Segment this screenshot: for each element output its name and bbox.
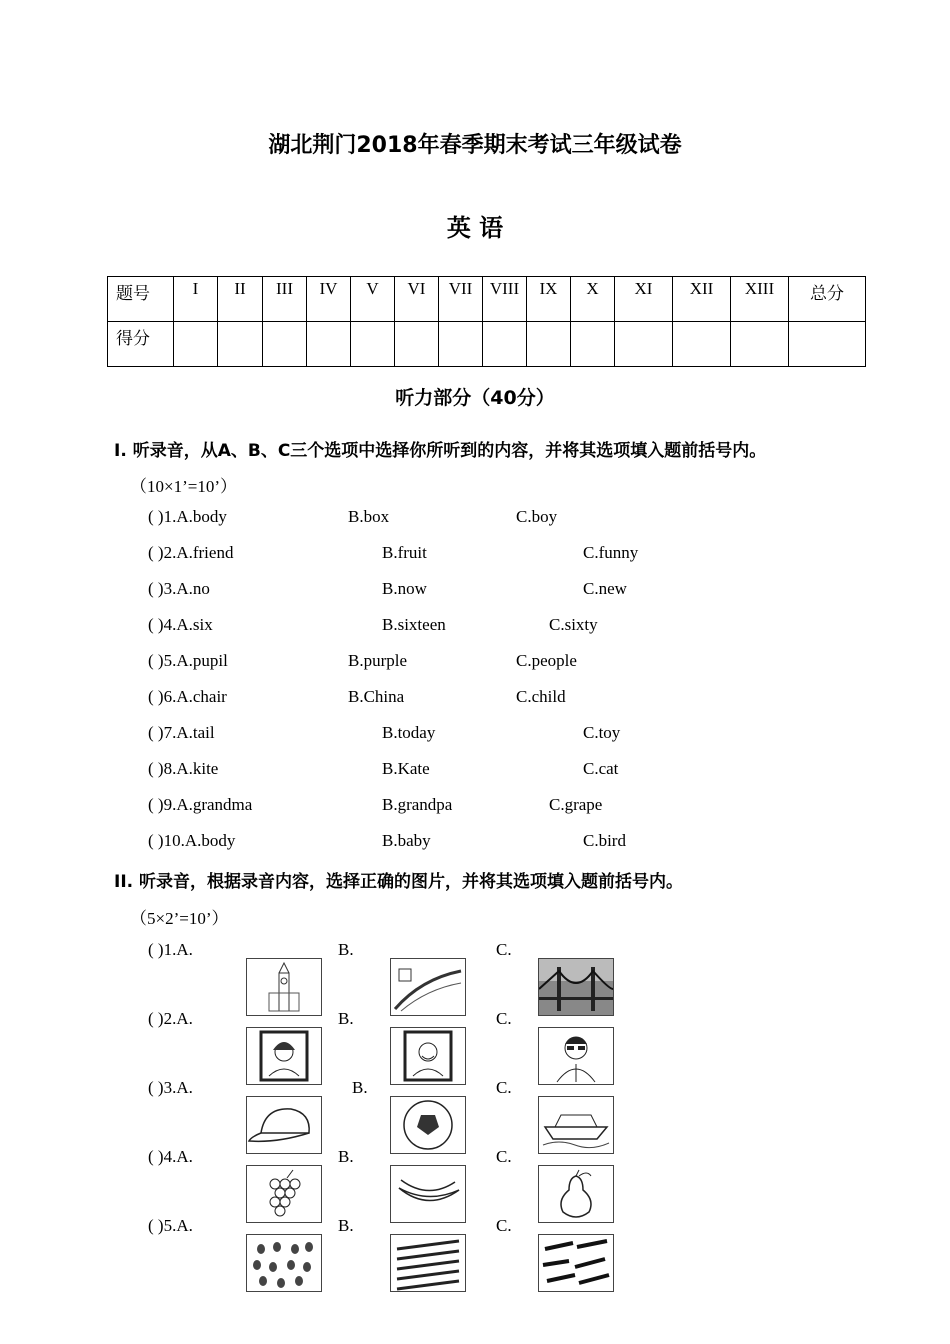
big-ben-icon xyxy=(247,959,321,1015)
grapes-picture xyxy=(246,1165,322,1223)
man-with-glasses-picture xyxy=(538,1027,614,1085)
exam-title: 湖北荆门2018年春季期末考试三年级试卷 xyxy=(268,133,682,158)
score-cell[interactable] xyxy=(571,322,615,367)
column-header: I xyxy=(174,277,218,322)
option-b: B.grandpa xyxy=(382,795,453,814)
crayons-icon xyxy=(539,1235,613,1291)
option-c: C.boy xyxy=(516,507,558,526)
column-header: II xyxy=(218,277,263,322)
score-table xyxy=(107,276,866,367)
option-b-label: B. xyxy=(352,1078,368,1097)
option-c-label: C. xyxy=(496,1078,512,1097)
option-c: C.funny xyxy=(583,543,639,562)
pear-picture xyxy=(538,1165,614,1223)
boat-picture xyxy=(538,1096,614,1154)
score-cell[interactable] xyxy=(615,322,673,367)
option-c: C.grape xyxy=(549,795,603,814)
question-number-and-option-a: ( )2.A. xyxy=(148,1009,193,1028)
cap-picture xyxy=(246,1096,322,1154)
option-c: C.toy xyxy=(583,723,621,742)
boat-icon xyxy=(539,1097,613,1153)
great-wall-picture xyxy=(390,958,466,1016)
pear-icon xyxy=(539,1166,613,1222)
column-header: III xyxy=(263,277,307,322)
football-picture xyxy=(390,1096,466,1154)
column-header: XII xyxy=(673,277,731,322)
column-header: VI xyxy=(395,277,439,322)
question-number-and-option-a: ( )6.A.chair xyxy=(148,687,227,706)
grandpa-portrait-picture xyxy=(390,1027,466,1085)
column-header: X xyxy=(571,277,615,322)
score-cell[interactable] xyxy=(307,322,351,367)
column-header: XI xyxy=(615,277,673,322)
question-number-and-option-a: ( )4.A.six xyxy=(148,615,213,634)
cap-icon xyxy=(247,1097,321,1153)
option-b: B.box xyxy=(348,507,390,526)
grandma-portrait-icon xyxy=(247,1028,321,1084)
option-b-label: B. xyxy=(338,940,354,959)
question-number-and-option-a: ( )5.A.pupil xyxy=(148,651,228,670)
option-c: C.child xyxy=(516,687,566,706)
option-c-label: C. xyxy=(496,940,512,959)
column-header: VIII xyxy=(483,277,527,322)
pencils-icon xyxy=(391,1235,465,1291)
big-ben-picture xyxy=(246,958,322,1016)
bananas-picture xyxy=(390,1165,466,1223)
option-c-label: C. xyxy=(496,1216,512,1235)
section1-points: （10×1’=10’） xyxy=(130,477,237,496)
question-number-and-option-a: ( )4.A. xyxy=(148,1147,193,1166)
option-b-label: B. xyxy=(338,1147,354,1166)
man-with-glasses-icon xyxy=(539,1028,613,1084)
score-cell[interactable] xyxy=(174,322,218,367)
crayons-picture xyxy=(538,1234,614,1292)
golden-gate-bridge-picture xyxy=(538,958,614,1016)
row-label-score: 得分 xyxy=(108,322,174,367)
option-b: B.today xyxy=(382,723,436,742)
question-number-and-option-a: ( )3.A. xyxy=(148,1078,193,1097)
option-c: C.new xyxy=(583,579,627,598)
score-cell[interactable] xyxy=(527,322,571,367)
question-number-and-option-a: ( )2.A.friend xyxy=(148,543,234,562)
bananas-icon xyxy=(391,1166,465,1222)
score-cell[interactable] xyxy=(731,322,789,367)
score-table-header-row xyxy=(108,277,866,322)
option-b: B.sixteen xyxy=(382,615,446,634)
option-c: C.bird xyxy=(583,831,626,850)
acorns-icon xyxy=(247,1235,321,1291)
score-cell[interactable] xyxy=(483,322,527,367)
question-number-and-option-a: ( )10.A.body xyxy=(148,831,236,850)
section2-points: （5×2’=10’） xyxy=(130,909,229,928)
subject-title: 英 语 xyxy=(446,214,504,242)
question-number-and-option-a: ( )5.A. xyxy=(148,1216,193,1235)
option-b: B.purple xyxy=(348,651,408,670)
score-cell[interactable] xyxy=(218,322,263,367)
score-cell[interactable] xyxy=(395,322,439,367)
question-number-and-option-a: ( )7.A.tail xyxy=(148,723,215,742)
grandpa-portrait-icon xyxy=(391,1028,465,1084)
option-b: B.China xyxy=(348,687,405,706)
option-b-label: B. xyxy=(338,1009,354,1028)
football-icon xyxy=(391,1097,465,1153)
score-cell[interactable] xyxy=(439,322,483,367)
option-b: B.fruit xyxy=(382,543,427,562)
question-number-and-option-a: ( )1.A. xyxy=(148,940,193,959)
pencils-picture xyxy=(390,1234,466,1292)
acorns-picture xyxy=(246,1234,322,1292)
score-cell[interactable] xyxy=(673,322,731,367)
section2-heading: II. 听录音，根据录音内容，选择正确的图片，并将其选项填入题前括号内。 xyxy=(114,872,684,892)
column-header: XIII xyxy=(731,277,789,322)
option-b: B.Kate xyxy=(382,759,430,778)
column-header: IX xyxy=(527,277,571,322)
option-c-label: C. xyxy=(496,1009,512,1028)
grapes-icon xyxy=(247,1166,321,1222)
question-number-and-option-a: ( )9.A.grandma xyxy=(148,795,253,814)
option-c-label: C. xyxy=(496,1147,512,1166)
question-number-and-option-a: ( )8.A.kite xyxy=(148,759,219,778)
column-header: 总分 xyxy=(789,277,866,322)
option-c: C.people xyxy=(516,651,577,670)
column-header: IV xyxy=(307,277,351,322)
great-wall-icon xyxy=(391,959,465,1015)
section1-heading: I. 听录音，从A、B、C三个选项中选择你所听到的内容，并将其选项填入题前括号内。 xyxy=(114,441,767,461)
option-c: C.sixty xyxy=(549,615,598,634)
score-cell[interactable] xyxy=(351,322,395,367)
column-header: VII xyxy=(439,277,483,322)
option-c: C.cat xyxy=(583,759,619,778)
option-b: B.now xyxy=(382,579,427,598)
column-header: V xyxy=(351,277,395,322)
question-number-and-option-a: ( )1.A.body xyxy=(148,507,227,526)
score-table-score-row xyxy=(108,322,866,367)
grandma-portrait-picture xyxy=(246,1027,322,1085)
golden-gate-bridge-icon xyxy=(539,959,613,1015)
row-label-question-number: 题号 xyxy=(108,277,174,322)
option-b: B.baby xyxy=(382,831,431,850)
option-b-label: B. xyxy=(338,1216,354,1235)
score-cell[interactable] xyxy=(789,322,866,367)
question-number-and-option-a: ( )3.A.no xyxy=(148,579,210,598)
part-title: 听力部分（40分） xyxy=(395,387,555,409)
score-cell[interactable] xyxy=(263,322,307,367)
